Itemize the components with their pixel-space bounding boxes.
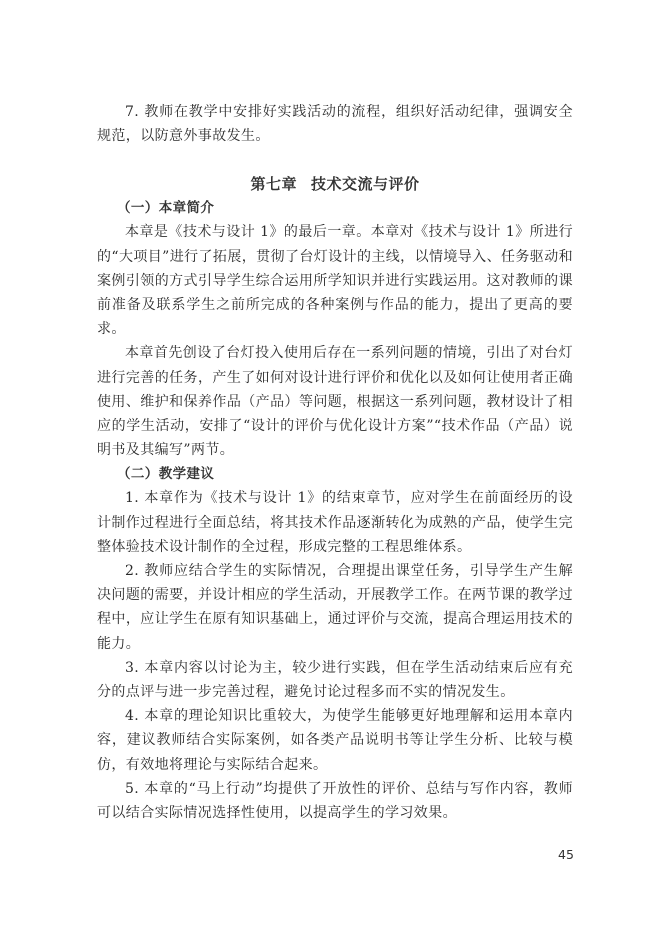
- suggestion-item: 2. 教师应结合学生的实际情况，合理提出课堂任务，引导学生产生解决问题的需要，并设计相应的学生活动，开展教学工作。在两节课的教学过程中，应让学生在原有知识基础上，通过评价与交流，提高合理运用技术的能力。: [97, 563, 573, 652]
- intro-paragraph: 本章首先创设了台灯投入使用后存在一系列问题的情境，引出了对台灯进行完善的任务，产生了如何对设计进行评价和优化以及如何让使用者正确使用、维护和保养作品（产品）等问题，根据这一系列问题，教材设计了相应的学生活动，安排了“设计的评价与优化设计方案”“技术作品（产品）说明书及其编写”两节。: [97, 345, 573, 459]
- suggestion-item: 3. 本章内容以讨论为主，较少进行实践，但在学生活动结束后应有充分的点评与进一步完善过程，避免讨论过程多而不实的情况发生。: [97, 659, 573, 701]
- intro-paragraph: 本章是《技术与设计 1》的最后一章。本章对《技术与设计 1》所进行的“大项目”进行了拓展，贯彻了台灯设计的主线，以情境导入、任务驱动和案例引领的方式引导学生综合运用所学知识并进行实践运用。这对教师的课前准备及联系学生之前所完成的各种案例与作品的能力，提出了更高的要求。: [97, 224, 573, 338]
- suggestion-item: 4. 本章的理论知识比重较大，为使学生能够更好地理解和运用本章内容，建议教师结合实际案例，如各类产品说明书等让学生分析、比较与模仿，有效地将理论与实际结合起来。: [97, 708, 573, 773]
- chapter-number: 第七章: [250, 175, 297, 194]
- chapter-title: [97, 172, 573, 196]
- spacer: [97, 148, 573, 172]
- suggestion-item: 1. 本章作为《技术与设计 1》的结束章节，应对学生在前面经历的设计制作过程进行全面总结，将其技术作品逐渐转化为成熟的产品，使学生完整体验技术设计制作的全过程，形成完整的工程思维体系。: [97, 490, 573, 555]
- suggestion-item: 5. 本章的“马上行动”均提供了开放性的评价、总结与写作内容，教师可以结合实际情况选择性使用，以提高学生的学习效果。: [97, 780, 573, 822]
- chapter-name: 技术交流与评价: [311, 175, 420, 194]
- page-body: [97, 100, 573, 825]
- preceding-list-item: 7. 教师在教学中安排好实践活动的流程，组织好活动纪律，强调安全规范，以防意外事故发生。: [97, 104, 573, 145]
- page-number: 45: [558, 847, 574, 862]
- section-heading-suggestions: （二）教学建议: [117, 466, 215, 483]
- section-heading-intro: （一）本章简介: [117, 200, 215, 217]
